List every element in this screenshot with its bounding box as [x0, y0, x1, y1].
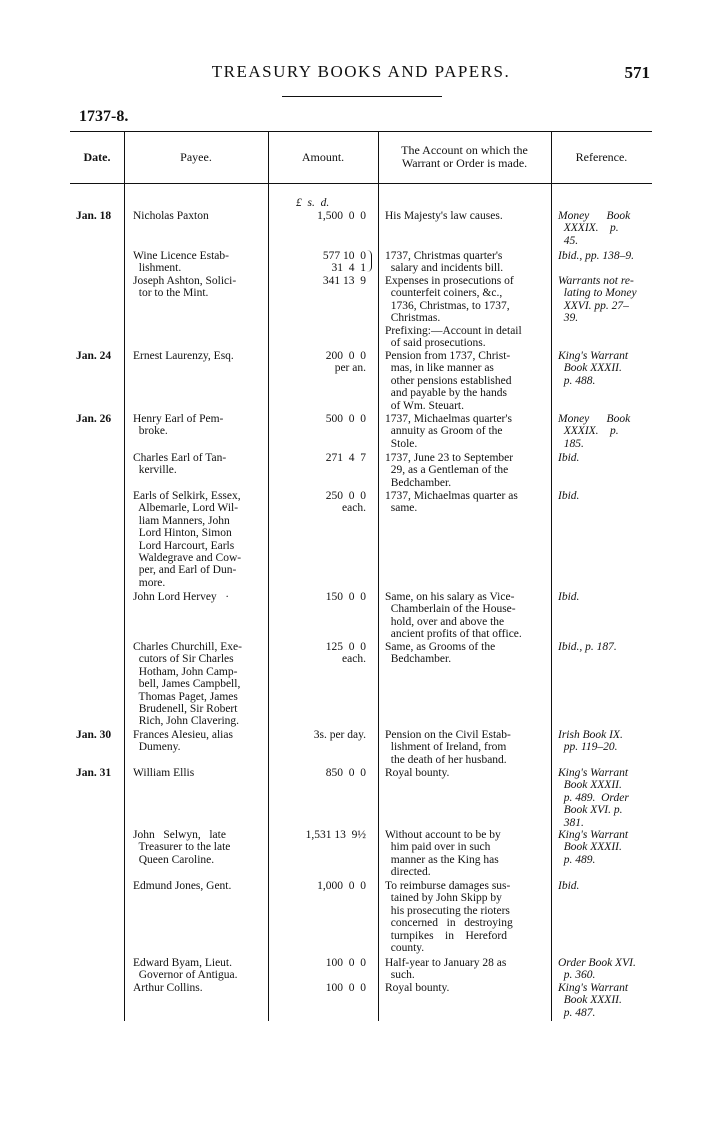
- amount-cell: 250 0 0 each.: [325, 490, 366, 515]
- amount-cell: 577 10 0 31 4 1: [322, 250, 366, 275]
- page-number: 571: [624, 63, 650, 82]
- reference-cell: King's Warrant Book XXXII. p. 489.: [558, 829, 629, 866]
- column-divider-account: [551, 131, 552, 1021]
- amount-cell: 100 0 0: [325, 982, 366, 994]
- column-header-amount: Amount.: [301, 149, 345, 164]
- column-header-account: The Account on which the Warrant or Order is made.: [401, 143, 528, 170]
- reference-cell: King's Warrant Book XXXII. p. 488.: [558, 350, 629, 387]
- amount-cell: 341 13 9: [322, 275, 366, 287]
- reference-cell: Money Book XXXIX. p. 185.: [558, 413, 631, 450]
- payee-cell: John Selwyn, late Treasurer to the late Queen Caroline.: [133, 829, 231, 866]
- payee-cell: Frances Alesieu, alias Dumeny.: [133, 729, 233, 754]
- reference-cell: King's Warrant Book XXXII. p. 489. Order Book XVI. p. 381.: [558, 767, 629, 829]
- reference-cell: Order Book XVI. p. 360.: [558, 957, 636, 982]
- account-cell: To reimburse damages sus- tained by John Skipp by his prosecuting the rioters concerned in destroying turnpikes in Hereford county.: [385, 880, 513, 955]
- payee-cell: Charles Churchill, Exe- cutors of Sir Charles Hotham, John Camp- bell, James Campbell, Thomas Paget, James Brudenell, Sir Robert Rich, John Clavering.: [133, 641, 242, 728]
- account-cell: Royal bounty.: [385, 982, 450, 994]
- running-title: TREASURY BOOKS AND PAPERS.: [211, 62, 511, 81]
- reference-cell: King's Warrant Book XXXII. p. 487.: [558, 982, 629, 1019]
- reference-cell: Ibid.: [558, 880, 580, 892]
- amount-cell: 271 4 7: [325, 452, 366, 464]
- account-cell: 1737, June 23 to September 29, as a Gentleman of the Bedchamber.: [385, 452, 514, 489]
- payee-cell: Edmund Jones, Gent.: [133, 880, 232, 892]
- column-header-date: Date.: [83, 149, 111, 164]
- table-header-rule: [70, 183, 652, 184]
- date-cell: Jan. 30: [76, 729, 112, 741]
- account-cell: Without account to be by him paid over in such manner as the King has directed.: [385, 829, 501, 879]
- payee-cell: Henry Earl of Pem- broke.: [133, 413, 224, 438]
- reference-cell: Irish Book IX. pp. 119–20.: [558, 729, 623, 754]
- currency-units: £ s. d.: [296, 197, 330, 209]
- account-cell: Pension on the Civil Estab- lishment of Ireland, from the death of her husband.: [385, 729, 511, 766]
- payee-cell: Arthur Collins.: [133, 982, 203, 994]
- date-cell: Jan. 26: [76, 413, 112, 425]
- amount-cell: 3s. per day.: [313, 729, 366, 741]
- column-divider-date: [124, 131, 125, 1021]
- amount-cell: 150 0 0: [325, 591, 366, 603]
- year-label: 1737-8.: [79, 108, 129, 125]
- date-cell: Jan. 24: [76, 350, 112, 362]
- payee-cell: Joseph Ashton, Solici- tor to the Mint.: [133, 275, 237, 300]
- amount-brace: [367, 250, 372, 272]
- payee-cell: John Lord Hervey ·: [133, 591, 230, 603]
- payee-cell: Earls of Selkirk, Essex, Albemarle, Lord Wil- liam Manners, John Lord Hinton, Simon Lord Harcourt, Earls Waldegrave and Cow- per, and Earl of Dun- more.: [133, 490, 242, 589]
- amount-cell: 125 0 0 each.: [325, 641, 366, 666]
- reference-cell: Ibid.: [558, 591, 580, 603]
- account-cell: Same, on his salary as Vice- Chamberlain of the House- hold, over and above the ancient profits of that office.: [385, 591, 522, 641]
- reference-cell: Ibid., pp. 138–9.: [558, 250, 635, 262]
- payee-cell: William Ellis: [133, 767, 195, 779]
- account-cell: 1737, Christmas quarter's salary and incidents bill.: [385, 250, 504, 275]
- date-cell: Jan. 31: [76, 767, 112, 779]
- column-header-reference: Reference.: [575, 149, 628, 164]
- reference-cell: Ibid.: [558, 452, 580, 464]
- amount-cell: 1,531 13 9½: [305, 829, 366, 841]
- payee-cell: Charles Earl of Tan- kerville.: [133, 452, 227, 477]
- reference-cell: Money Book XXXIX. p. 45.: [558, 210, 631, 247]
- amount-cell: 500 0 0: [325, 413, 366, 425]
- payee-cell: Ernest Laurenzy, Esq.: [133, 350, 234, 362]
- account-cell: Pension from 1737, Christ- mas, in like manner as other pensions established and payable by the hands of Wm. Steuart.: [385, 350, 512, 412]
- amount-cell: 100 0 0: [325, 957, 366, 969]
- header-divider: [282, 96, 442, 97]
- account-cell: Half-year to January 28 as such.: [385, 957, 507, 982]
- date-cell: Jan. 18: [76, 210, 112, 222]
- account-cell: His Majesty's law causes.: [385, 210, 503, 222]
- column-divider-amount: [378, 131, 379, 1021]
- amount-cell: 200 0 0 per an.: [325, 350, 366, 375]
- amount-cell: 850 0 0: [325, 767, 366, 779]
- column-header-payee: Payee.: [180, 149, 212, 164]
- reference-cell: Warrants not re- lating to Money XXVI. pp. 27– 39.: [558, 275, 637, 325]
- payee-cell: Edward Byam, Lieut. Governor of Antigua.: [133, 957, 238, 982]
- payee-cell: Nicholas Paxton: [133, 210, 209, 222]
- column-divider-payee: [268, 131, 269, 1021]
- amount-cell: 1,000 0 0: [317, 880, 366, 892]
- payee-cell: Wine Licence Estab- lishment.: [133, 250, 229, 275]
- reference-cell: Ibid., p. 187.: [558, 641, 617, 653]
- amount-cell: 1,500 0 0: [317, 210, 366, 222]
- account-cell: Royal bounty.: [385, 767, 450, 779]
- account-cell: Expenses in prosecutions of counterfeit coiners, &c., 1736, Christmas, to 1737, Christmas. Prefixing:—Account in detail of said prosecutions.: [385, 275, 522, 350]
- account-cell: 1737, Michaelmas quarter's annuity as Groom of the Stole.: [385, 413, 512, 450]
- account-cell: 1737, Michaelmas quarter as same.: [385, 490, 518, 515]
- account-cell: Same, as Grooms of the Bedchamber.: [385, 641, 496, 666]
- reference-cell: Ibid.: [558, 490, 580, 502]
